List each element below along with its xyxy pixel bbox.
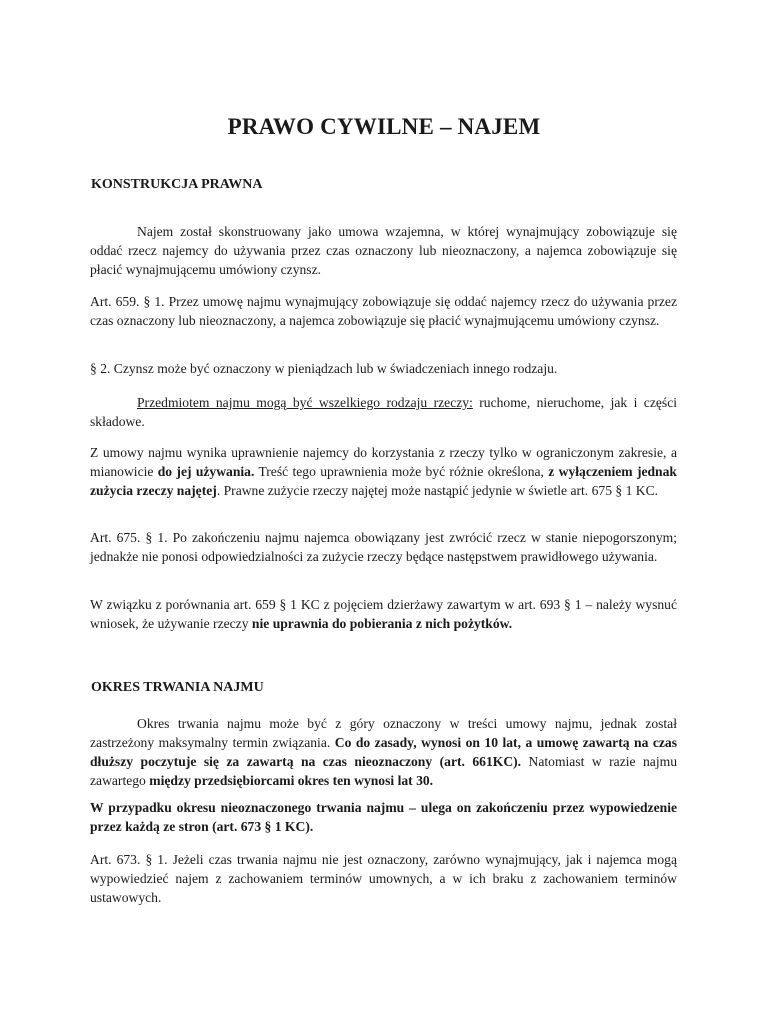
bold-text: między przedsiębiorcami okres ten wynosi lat 30. [149,773,434,788]
paragraph-art-673: Art. 673. § 1. Jeżeli czas trwania najmu nie jest oznaczony, zarówno wynajmujący, jak i najemca mogą wypowiedzieć najem z zachowaniem terminów umownych, a w ich braku z zachowaniem terminów ustawowych. [90,852,677,905]
paragraph-przedmiot-najmu [90,393,677,431]
bold-text: z wyłączeniem jednak zużycia rzeczy najętej [90,464,677,498]
paragraph-text: W związku z porównania art. 659 § 1 KC z pojęciem dzierżawy zawartym w art. 693 § 1 – należy wysnuć wniosek, że używanie rzeczy [90,597,677,631]
document-title: PRAWO CYWILNE – NAJEM [227,114,541,139]
paragraph-dzierzawa [90,595,677,633]
paragraph-art-659-2: § 2. Czynsz może być oznaczony w pieniądzach lub w świadczeniach innego rodzaju. [90,361,558,376]
paragraph-text: Okres trwania najmu może być z góry oznaczony w treści umowy najmu, jednak został zastrzeżony maksymalny termin związania. [90,716,677,750]
section-heading-konstrukcja: KONSTRUKCJA PRAWNA [91,177,263,192]
paragraph-intro: Najem został skonstruowany jako umowa wzajemna, w której wynajmujący zobowiązuje się oddać rzecz najemcy do używania przez czas oznaczony lub nieoznaczony, a najemca zobowiązuje się płacić wynajmującemu umówiony czynsz. [90,224,677,277]
bold-text: Co do zasady, wynosi on 10 lat, a umowę zawartą na czas dłuższy poczytuje się za zawartą na czas nieoznaczony (art. 661KC). [90,735,678,769]
paragraph-art-659-1: Art. 659. § 1. Przez umowę najmu wynajmujący zobowiązuje się oddać najemcy rzecz do używania przez czas oznaczony lub nieoznaczony, a najemca zobowiązuje się płacić wynajmującemu umówiony czynsz. [90,294,677,328]
paragraph-text: Z umowy najmu wynika uprawnienie najemcy do korzystania z rzeczy tylko w ograniczonym zakresie, a mianowicie [90,445,677,479]
bold-text: nie uprawnia do pobierania z nich pożytków. [251,616,513,631]
paragraph-art-675: Art. 675. § 1. Po zakończeniu najmu najemca obowiązany jest zwrócić rzecz w stanie niepogorszonym; jednakże nie ponosi odpowiedzialności za zużycie rzeczy będące następstwem prawidłowego używania. [90,530,677,564]
paragraph-text: Natomiast w razie najmu zawartego [90,754,677,788]
paragraph-text: ruchome, nieruchome, jak i części składowe. [90,395,678,429]
section-heading-okres: OKRES TRWANIA NAJMU [91,680,264,695]
paragraph-wypowiedzenie: W przypadku okresu nieoznaczonego trwania najmu – ulega on zakończeniu przez wypowiedzenie przez każdą ze stron (art. 673 § 1 KC). [90,800,677,834]
bold-text: do jej używania. [157,464,255,479]
underlined-text: Przedmiotem najmu mogą być wszelkiego rodzaju rzeczy: [137,395,473,410]
paragraph-text: . Prawne zużycie rzeczy najętej może nastąpić jedynie w świetle art. 675 § 1 KC. [216,483,659,498]
paragraph-text: Treść tego uprawnienia może być różnie określona, [254,464,549,479]
paragraph-uprawnienie [90,443,677,500]
paragraph-okres-trwania [90,714,677,790]
